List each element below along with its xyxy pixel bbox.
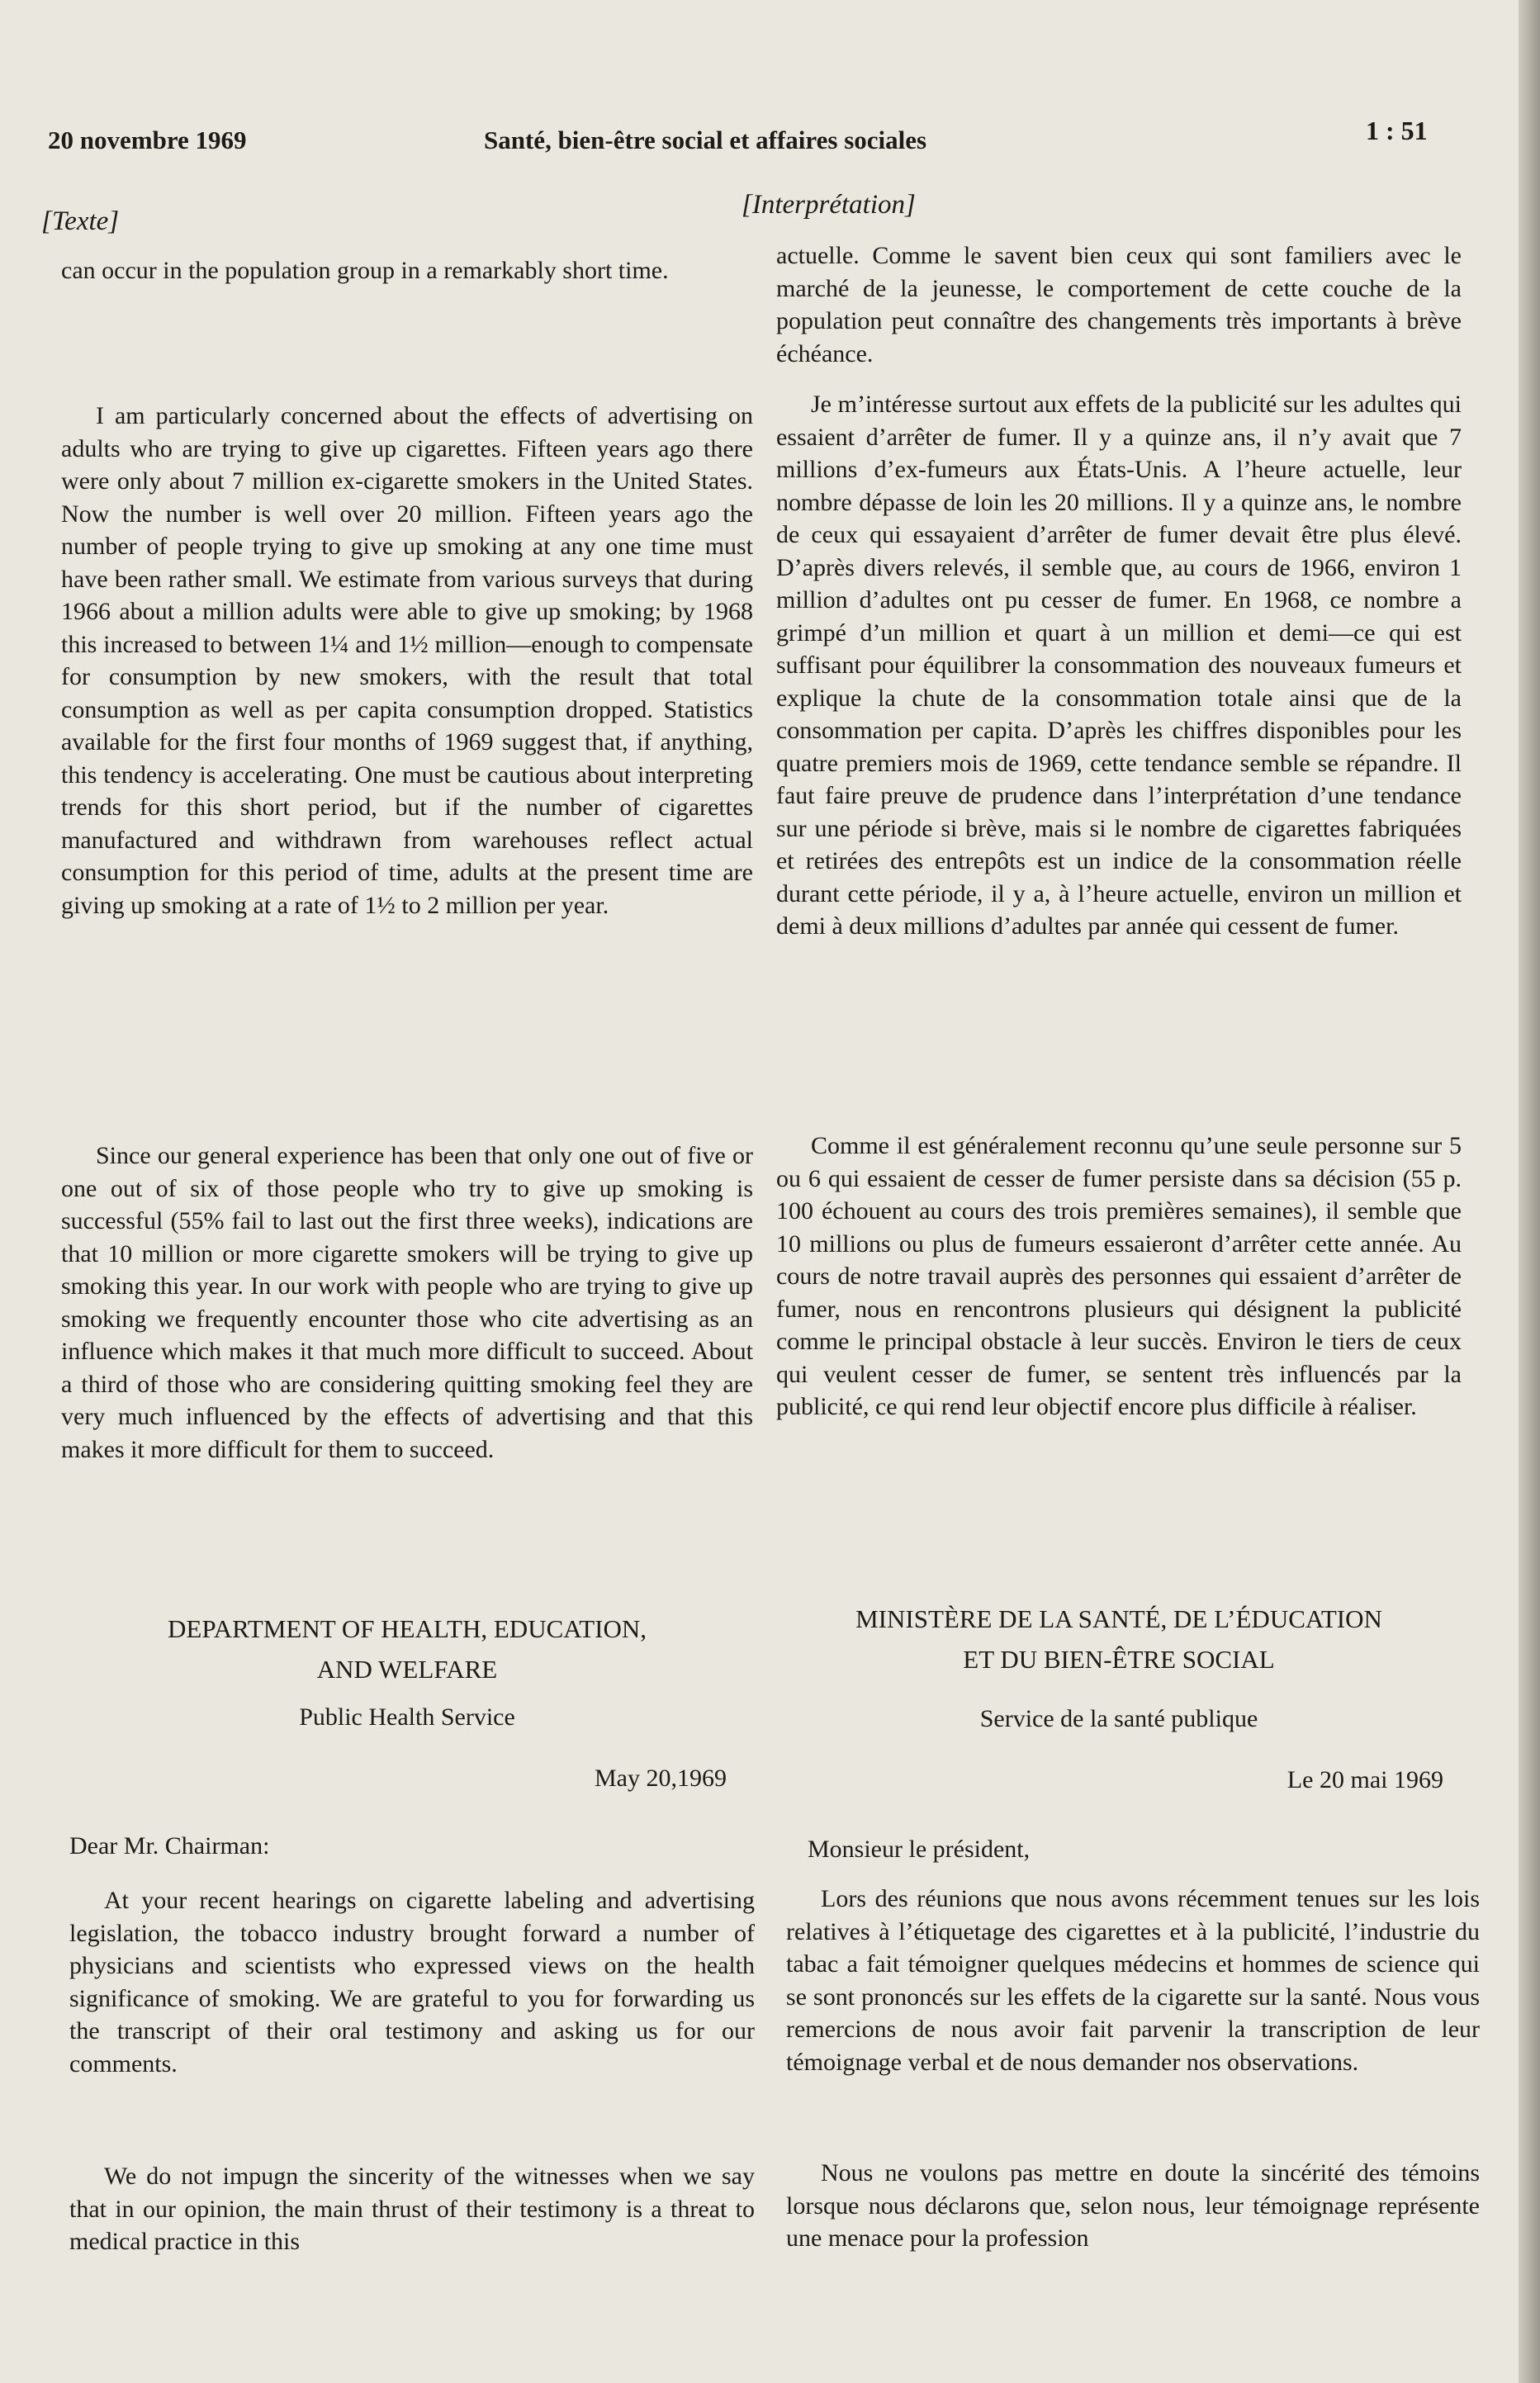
right-ministry-heading: MINISTÈRE DE LA SANTÉ, DE L’ÉDUCATION ET DU BIEN-ÊTRE SOCIAL: [855, 1604, 1382, 1674]
running-head-title: Santé, bien-être social et affaires sociales: [484, 126, 927, 154]
right-para-3: Comme il est généralement reconnu qu’une seule personne sur 5 ou 6 qui essaient de cesser de fumer persiste dans sa décision (55 p. 100 échouent au cours des trois premières semaines), il semble que 10 millions ou plus de fumeurs essaieront d’arrêter cette année. Au cours de notre travail auprès des personnes qui essaient d’arrêter de fumer, nous en rencontrons plusieurs qui désignent la publicité comme le principal obstacle à leur succès. Environ le tiers de ceux qui veulent cesser de fumer, se sentent très influencés par la publicité, ce qui rend leur objectif encore plus difficile à réaliser.: [776, 1132, 1462, 1420]
right-para-4: Lors des réunions que nous avons récemment tenues sur les lois relatives à l’étiquetage des cigarettes et à la publicité, l’industrie du tabac a fait témoigner quelques médecins et hommes de science qui se sont prononcés sur les effets de la cigarette sur la santé. Nous vous remercions de nous avoir fait parvenir la transcription de leur témoignage verbal et de nous demander nos observations.: [786, 1885, 1480, 2076]
left-salutation: Dear Mr. Chairman:: [69, 1832, 270, 1859]
left-para-3: Since our general experience has been that only one out of five or one out of six of those people who try to give up smoking is successful (55% fail to last out the first three weeks), indications are that 10 million or more cigarette smokers will be trying to give up smoking this year. In our work with people who are trying to give up smoking we frequently encounter those who cite advertising as an influence which makes it that much more difficult to succeed. About a third of those who are considering quitting smoking feel they are very much influenced by the effects of advertising and that this makes it more difficult for them to succeed.: [61, 1142, 753, 1463]
running-head-date: 20 novembre 1969: [48, 126, 247, 154]
right-para-2: Je m’intéresse surtout aux effets de la publicité sur les adultes qui essaient d’arrêter de fumer. Il y a quinze ans, il n’y avait que 7 millions d’ex-fumeurs aux États-Unis. A l’heure actuelle, leur nombre dépasse de loin les 20 millions. Il y a quinze ans, le nombre de ceux qui essayaient d’arrêter de fumer devait être plus élevé. D’après divers relevés, il semble que, au cours de 1966, environ 1 million d’adultes ont pu cesser de fumer. En 1968, ce nombre a grimpé d’un million et quart à un million et demi—ce qui est suffisant pour équilibrer la consommation des nouveaux fumeurs et explique la chute de la consommation totale ainsi que de la consommation per capita. D’après les chiffres disponibles pour les quatre premiers mois de 1969, cette tendance semble se répandre. Il faut faire preuve de prudence dans l’interprétation d’une tendance sur une période si brève, mais si le nombre de cigarettes fabriquées et retirées des entrepôts est un indice de la consommation réelle durant cette période, il y a, à l’heure actuelle, environ un million et demi à deux millions d’adultes par année qui cessent de fumer.: [776, 391, 1462, 940]
left-service-line: Public Health Service: [299, 1703, 515, 1731]
left-para-4: At your recent hearings on cigarette labeling and advertising legislation, the tobacco industry brought forward a number of physicians and scientists who expressed views on the health significance of smoking. We are grateful to you for forwarding us the transcript of their oral testimony and asking us for our comments.: [69, 1887, 755, 2077]
left-letter-date: May 20,1969: [595, 1765, 727, 1792]
left-department-heading: DEPARTMENT OF HEALTH, EDUCATION, AND WELFARE: [168, 1614, 647, 1684]
right-column-label: [Interprétation]: [742, 190, 916, 220]
left-para-1: can occur in the population group in a remarkably short time.: [61, 257, 669, 284]
right-service-line: Service de la santé publique: [979, 1705, 1258, 1732]
page-edge-shadow: [1519, 0, 1540, 2383]
left-para-5: We do not impugn the sincerity of the witnesses when we say that in our opinion, the main thrust of their testimony is a threat to medical practice in this: [69, 2163, 755, 2255]
page-number: 1 : 51: [1366, 116, 1428, 145]
right-letter-date: Le 20 mai 1969: [1286, 1766, 1443, 1793]
left-column-label: [Texte]: [41, 206, 120, 236]
left-para-2: I am particularly concerned about the effects of advertising on adults who are trying to give up cigarettes. Fifteen years ago there were only about 7 million ex-cigarette smokers in the United States. Now the number is well over 20 million. Fifteen years ago the number of people trying to give up smoking at any one time must have been rather small. We estimate from various surveys that during 1966 about a million adults were able to give up smoking; by 1968 this increased to between 1¼ and 1½ million—enough to compensate for consumption by new smokers, with the result that total consumption as well as per capita consumption dropped. Statistics available for the first four months of 1969 suggest that, if anything, this tendency is accelerating. One must be cautious about interpreting trends for this short period, but if the number of cigarettes manufactured and withdrawn from warehouses reflect actual consumption for this period of time, adults at the present time are giving up smoking at a rate of 1½ to 2 million per year.: [61, 402, 753, 919]
right-salutation: Monsieur le président,: [808, 1836, 1031, 1863]
right-para-5: Nous ne voulons pas mettre en doute la sincérité des témoins lorsque nous déclarons que, selon nous, leur témoignage représente une menace pour la profession: [786, 2159, 1480, 2252]
right-para-1: actuelle. Comme le savent bien ceux qui sont familiers avec le marché de la jeunesse, le comportement de cette couche de la population peut connaître des changements très importants à brève échéance.: [776, 242, 1462, 367]
